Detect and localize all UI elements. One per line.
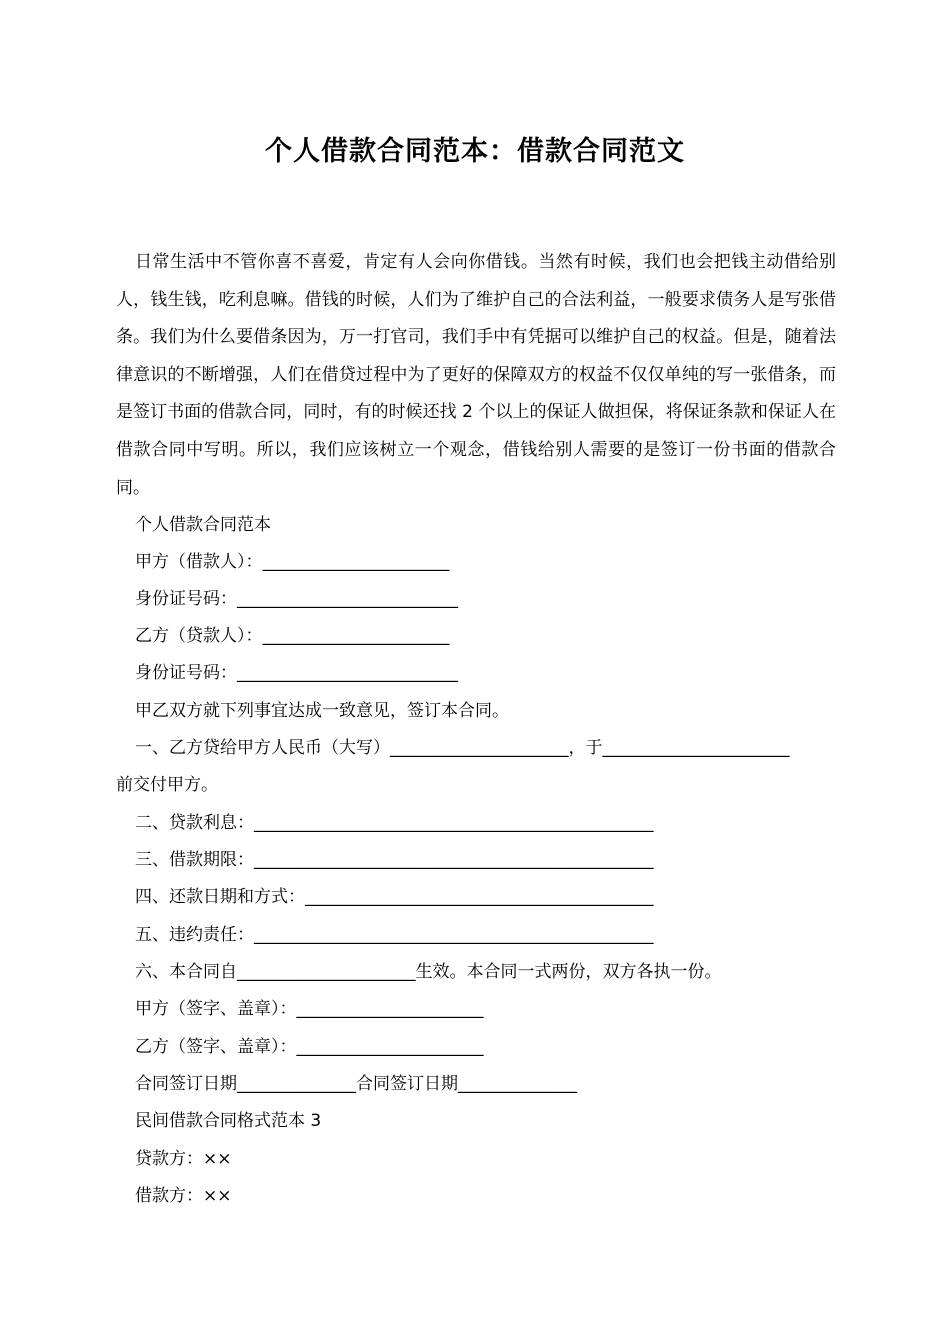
party-a-id-field: 身份证号码：__________________________ [135, 589, 458, 609]
document-title: 个人借款合同范本：借款合同范文 [265, 136, 685, 167]
lender-field: 贷款方：×× [135, 1149, 232, 1169]
clause-6: 六、本合同自_____________________生效。本合同一式两份，双方各执一份。 [135, 962, 722, 982]
party-a-field: 甲方（借款人）：______________________ [135, 552, 450, 572]
clause-3: 三、借款期限：_______________________________________________ [135, 850, 654, 870]
party-b-field: 乙方（贷款人）：______________________ [135, 626, 450, 646]
section-heading: 个人借款合同范本 [135, 515, 271, 535]
intro-paragraph: 日常生活中不管你喜不喜爱，肯定有人会向你借钱。当然有时候，我们也会把钱主动借给别人，钱生钱，吃利息嘛。借钱的时候，人们为了维护自己的合法利益，一般要求债务人是写张借条。我们为什么要借条因为，万一打官司，我们手中有凭据可以维护自己的权益。但是，随着法律意识的不断增强，人们在借贷过程中为了更好的保障双方的权益不仅仅单纯的写一张借条，而是签订书面的借款合同，同时，有的时候还找 2 个以上的保证人做担保，将保证条款和保证人在借款合同中写明。所以，我们应该树立一个观念，借钱给别人需要的是签订一份书面的借款合同。 [116, 252, 836, 498]
party-b-signature: 乙方（签字、盖章）：______________________ [135, 1037, 484, 1057]
party-b-id-field: 身份证号码：__________________________ [135, 663, 458, 683]
clause-2: 二、贷款利息：_______________________________________________ [135, 813, 654, 833]
agreement-statement: 甲乙双方就下列事宜达成一致意见，签订本合同。 [135, 701, 509, 721]
borrower-field: 借款方：×× [135, 1186, 232, 1206]
clause-4: 四、还款日期和方式：_________________________________________ [135, 887, 654, 907]
section-heading-2: 民间借款合同格式范本 3 [135, 1111, 322, 1131]
signing-dates: 合同签订日期______________合同签订日期______________ [135, 1074, 577, 1094]
clause-5: 五、违约责任：_______________________________________________ [135, 925, 654, 945]
clause-1: 一、乙方贷给甲方人民币（大写）_____________________，于______________________ [135, 738, 790, 758]
party-a-signature: 甲方（签字、盖章）：______________________ [135, 999, 484, 1019]
clause-1-continuation: 前交付甲方。 [116, 775, 218, 795]
